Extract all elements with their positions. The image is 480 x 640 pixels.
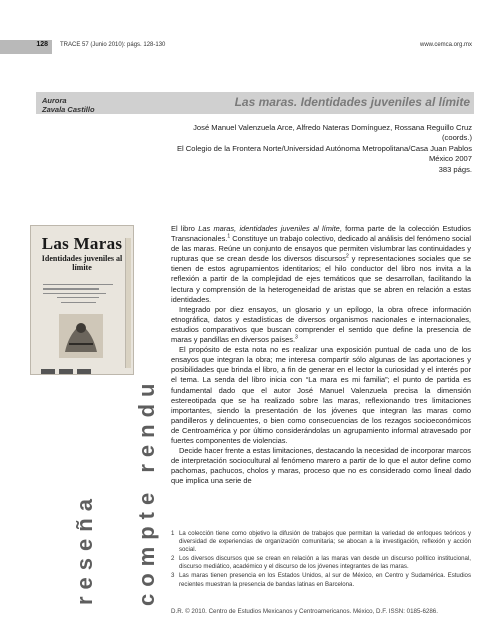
book-authors: José Manuel Valenzuela Arce, Alfredo Nateras Domínguez, Rossana Reguillo Cruz <box>193 123 472 132</box>
review-body <box>171 224 471 486</box>
cover-subtitle: Identidades juveniles al límite <box>41 254 123 272</box>
footnote-text: Las maras tienen presencia en los Estados Unidos, al sur de México, en Centro y Sudamérica. Estudios recientes muestran la presencia de bandas latinas en Barcelona. <box>179 572 471 588</box>
book-title-italic: Las maras, identidades juveniles al límite <box>198 224 340 233</box>
footnote-number: 2 <box>171 555 175 563</box>
book-place-year: México 2007 <box>428 154 472 164</box>
paragraph-2: Integrado por diez ensayos, un glosario y un epílogo, la obra ofrece información etnográfica, datos y estadísticas de diversos organismos nacionales e internacionales, estudios comparativos que buscan comprender el sentido que define la presencia de maras y pandillas en diversos países.$^3$ <box>171 304 471 345</box>
cover-author-lines <box>43 284 113 306</box>
footnote <box>171 572 471 588</box>
page-number-box <box>0 40 52 54</box>
book-pages: 383 págs. <box>438 164 472 174</box>
book-cover <box>30 225 134 375</box>
running-header <box>0 40 480 54</box>
page-number: 128 <box>36 41 48 48</box>
paragraph-1: El libro Las maras, identidades juveniles al límite, forma parte de la colección Estudios Transnacionales.$^1$ Constituye un trabajo colectivo, dedicado al análisis del fenómeno social de las maras. Reúne un conjunto de ensayos que permiten vislumbrar las continuidades y rupturas que se crean desde los diversos discursos$^2$ y representaciones sociales que se tienen de estos agrupamientos identitarios; el hilo conductor del libro nos invita a la reflexión a partir de la complejidad de ejes temáticos que se desarrollan, facilitando la lectura y comprensión de la heterogeneidad de aristas que se abren en relación a estas identidades. <box>171 224 471 304</box>
reviewer-first-name: Aurora <box>42 96 67 105</box>
copyright-credit: D.R. © 2010. Centro de Estudios Mexicanos y Centroamericanos. México, D.F. ISSN: 0185-6286. <box>171 608 438 615</box>
review-title: Las maras. Identidades juveniles al límite <box>234 95 470 109</box>
reviewer-name <box>42 96 122 114</box>
section-label-resena: reseña <box>72 492 97 605</box>
footnote <box>171 555 471 571</box>
paragraph-4: Decide hacer frente a estas limitaciones, destacando la necesidad de incorporar marcos de interpretación sociocultural al fenómeno marero a partir de lo que el autor define como pachomas, pachucos, cholos y maras, proceso que no es considerado como lineal dado que implica una serie de <box>171 446 471 486</box>
paragraph-3: El propósito de esta nota no es realizar una exposición puntual de cada uno de los ensayos que integran la obra; me interesa compartir sólo algunas de las aportaciones y posibilidades que brinda el libro, a fin de generar en el lector la curiosidad y el interés por el tema. La senda del libro inicia con “La mara es mi familia”; el punto de partida es fundamental dado que el autor José Manuel Valenzuela precisa la dimensión estereotipada que se ha realizado sobre las maras, reflexionando tres limitaciones importantes, siendo la presentación de los jóvenes que integran las maras como pandilleros y delincuentes, o bien como consecuencias de los rezagos socioeconómicos de Centroamérica y por último considerándolas un agrupamiento informal atravesado por fuertes componentes de violencias. <box>171 345 471 445</box>
journal-website: www.cemca.org.mx <box>419 42 472 48</box>
cover-spine <box>125 238 131 368</box>
book-role: (coords.) <box>442 133 472 143</box>
journal-citation: TRACE 57 (Junio 2010): págs. 128-130 <box>60 42 166 48</box>
cover-publisher-logos <box>41 362 121 370</box>
footnote-ref-1[interactable]: 1 <box>227 233 231 240</box>
footnote-number: 3 <box>171 572 175 580</box>
cover-artwork <box>59 314 103 358</box>
reviewer-last-name: Zavala Castillo <box>42 105 95 114</box>
book-publisher: El Colegio de la Frontera Norte/Universidad Autónoma Metropolitana/Casa Juan Pablos <box>176 143 472 153</box>
footnote-number: 1 <box>171 530 175 537</box>
footnotes <box>171 530 471 590</box>
footnote-ref-3[interactable]: 3 <box>295 334 298 341</box>
footnote-text: La colección tiene como objetivo la difusión de trabajos que permitan la variedad de enfoques teóricos y diversidad de experiencias de organización comunitaria; se abocan a la investigación, reflexión y acción social. <box>179 530 471 554</box>
footnote-text: Los diversos discursos que se crean en relación a las maras van desde un discurso político institucional, discurso mediático, académico y el discurso de los jóvenes integrantes de las maras. <box>179 555 471 571</box>
footnote-ref-2[interactable]: 2 <box>346 253 349 260</box>
footnote <box>171 530 471 554</box>
bibliographic-details <box>72 123 472 175</box>
cover-title: Las Maras <box>41 234 123 253</box>
section-label-compte-rendu: compte rendu <box>134 376 159 606</box>
